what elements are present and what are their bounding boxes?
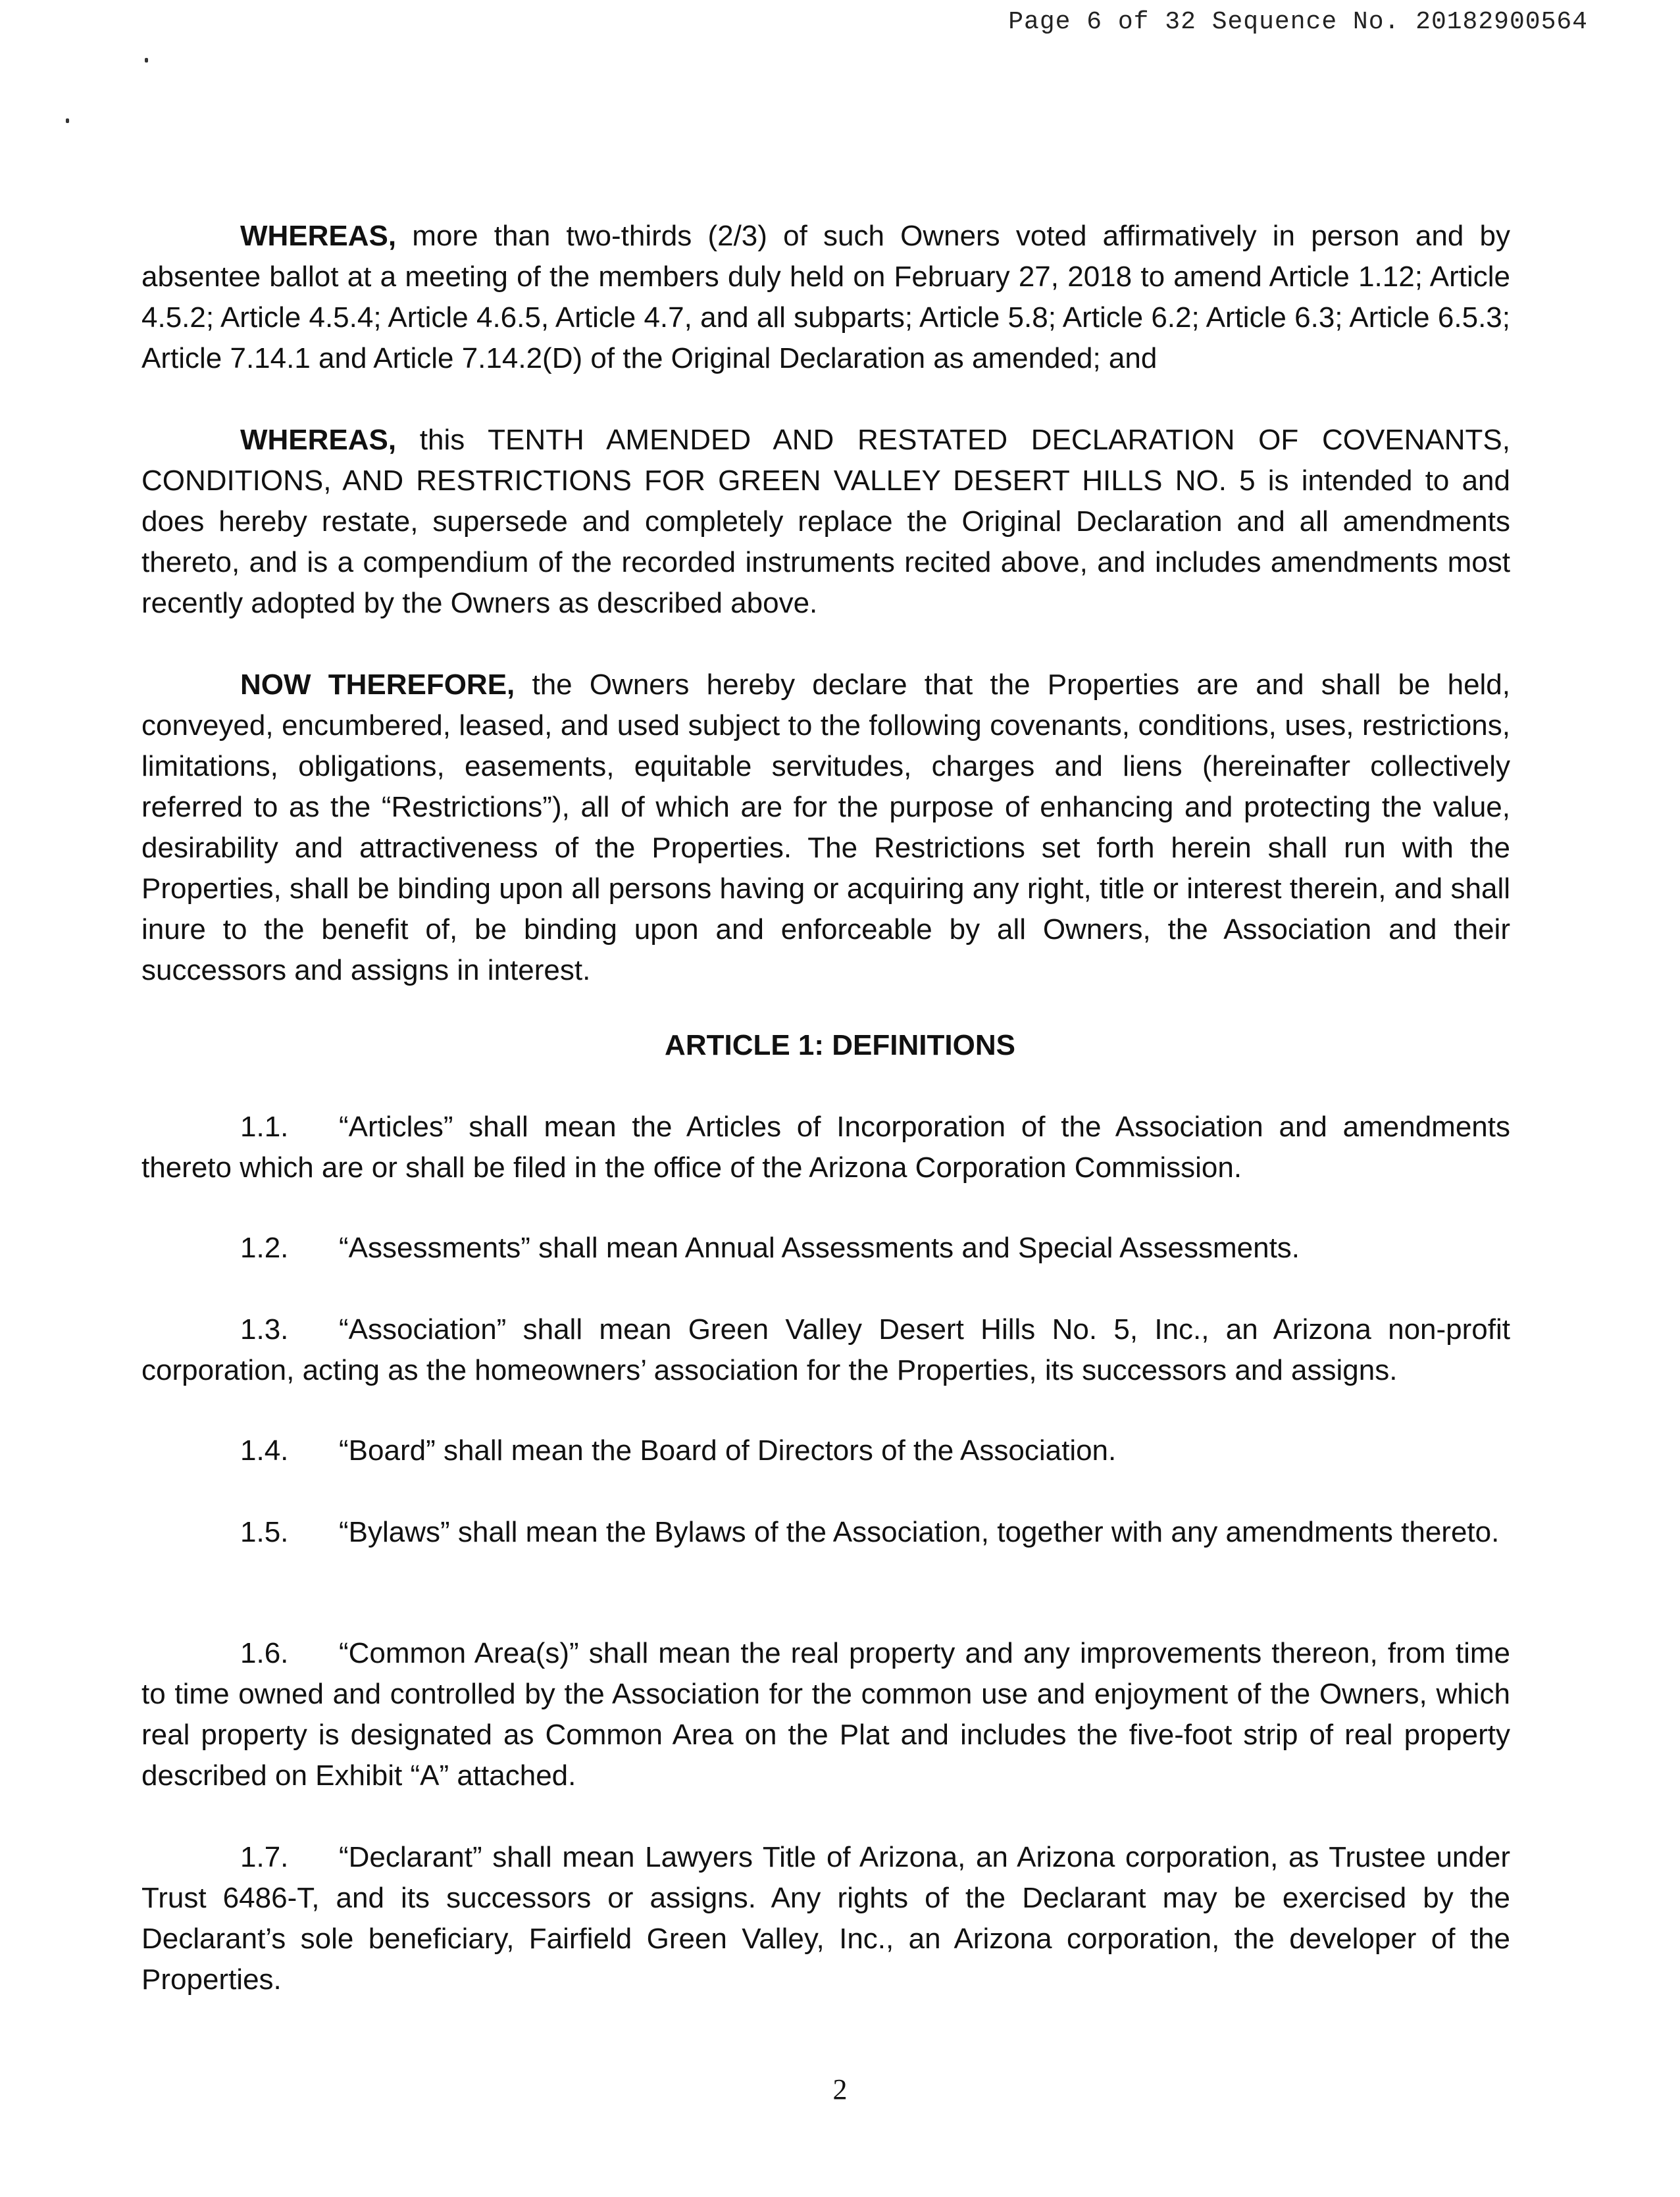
- definition-number: 1.6.: [240, 1637, 289, 1669]
- recital-paragraph: [141, 216, 1510, 379]
- definition-text: “Assessments” shall mean Annual Assessments and Special Assessments.: [339, 1232, 1300, 1264]
- definition-number: 1.5.: [240, 1516, 289, 1548]
- recording-header: Page 6 of 32 Sequence No. 20182900564: [1008, 8, 1588, 36]
- definition-text: “Declarant” shall mean Lawyers Title of Arizona, an Arizona corporation, as Trustee under Trust 6486-T, and its successors or assigns. Any rights of the Declarant may be exercised by the Declarant’s sole beneficiary, Fairfield Green Valley, Inc., an Arizona corporation, the developer of the Properties.: [141, 1841, 1510, 1996]
- definition-text: “Association” shall mean Green Valley Desert Hills No. 5, Inc., an Arizona non-profit corporation, acting as the homeowners’ association for the Properties, its successors and assigns.: [141, 1313, 1510, 1386]
- recital-text: more than two-thirds (2/3) of such Owners voted affirmatively in person and by absentee ballot at a meeting of the members duly held on February 27, 2018 to amend Article 1.12; Article 4.5.2; Article 4.5.4; Article 4.6.5, Article 4.7, and all subparts; Article 5.8; Article 6.2; Article 6.3; Article 6.5.3; Article 7.14.1 and Article 7.14.2(D) of the Original Declaration as amended; and: [141, 220, 1510, 374]
- definition-number: 1.4.: [240, 1434, 289, 1467]
- page-number: 2: [832, 2073, 848, 2106]
- definition-item: [141, 1512, 1510, 1553]
- article-heading: ARTICLE 1: DEFINITIONS: [665, 1029, 1015, 1061]
- definition-number: 1.2.: [240, 1232, 289, 1264]
- definition-number: 1.1.: [240, 1111, 289, 1143]
- scan-speck: [66, 118, 69, 123]
- definition-item: [141, 1430, 1510, 1471]
- now-therefore-paragraph: [141, 665, 1510, 991]
- definition-item: [141, 1633, 1510, 1796]
- recital-text: this TENTH AMENDED AND RESTATED DECLARATION OF COVENANTS, CONDITIONS, AND RESTRICTIONS FOR GREEN VALLEY DESERT HILLS NO. 5 is intended to and does hereby restate, supersede and completely replace the Original Declaration and all amendments thereto, and is a compendium of the recorded instruments recited above, and includes amendments most recently adopted by the Owners as described above.: [141, 424, 1510, 619]
- recital-lead: WHEREAS,: [240, 424, 397, 456]
- scan-speck: [145, 58, 148, 63]
- definition-number: 1.3.: [240, 1313, 289, 1346]
- definition-item: [141, 1107, 1510, 1188]
- definition-item: [141, 1837, 1510, 2000]
- recital-lead: WHEREAS,: [240, 220, 397, 252]
- recital-paragraph: [141, 420, 1510, 624]
- definition-text: “Bylaws” shall mean the Bylaws of the Association, together with any amendments thereto.: [339, 1516, 1500, 1548]
- definition-item: [141, 1228, 1510, 1269]
- definition-text: “Common Area(s)” shall mean the real property and any improvements thereon, from time to time owned and controlled by the Association for the common use and enjoyment of the Owners, which real property is designated as Common Area on the Plat and includes the five-foot strip of real property described on Exhibit “A” attached.: [141, 1637, 1510, 1792]
- definition-number: 1.7.: [240, 1841, 289, 1873]
- definition-item: [141, 1309, 1510, 1391]
- recital-lead: NOW THEREFORE,: [240, 669, 515, 701]
- definition-text: “Board” shall mean the Board of Directors of the Association.: [339, 1434, 1117, 1467]
- recital-text: the Owners hereby declare that the Properties are and shall be held, conveyed, encumbered, leased, and used subject to the following covenants, conditions, uses, restrictions, limitations, obligations, easements, equitable servitudes, charges and liens (hereinafter collectively referred to as the “Restrictions”), all of which are for the purpose of enhancing and protecting the value, desirability and attractiveness of the Properties. The Restrictions set forth herein shall run with the Properties, shall be binding upon all persons having or acquiring any right, title or interest therein, and shall inure to the benefit of, be binding upon and enforceable by all Owners, the Association and their successors and assigns in interest.: [141, 669, 1511, 986]
- definition-text: “Articles” shall mean the Articles of Incorporation of the Association and amendments thereto which are or shall be filed in the office of the Arizona Corporation Commission.: [141, 1111, 1510, 1184]
